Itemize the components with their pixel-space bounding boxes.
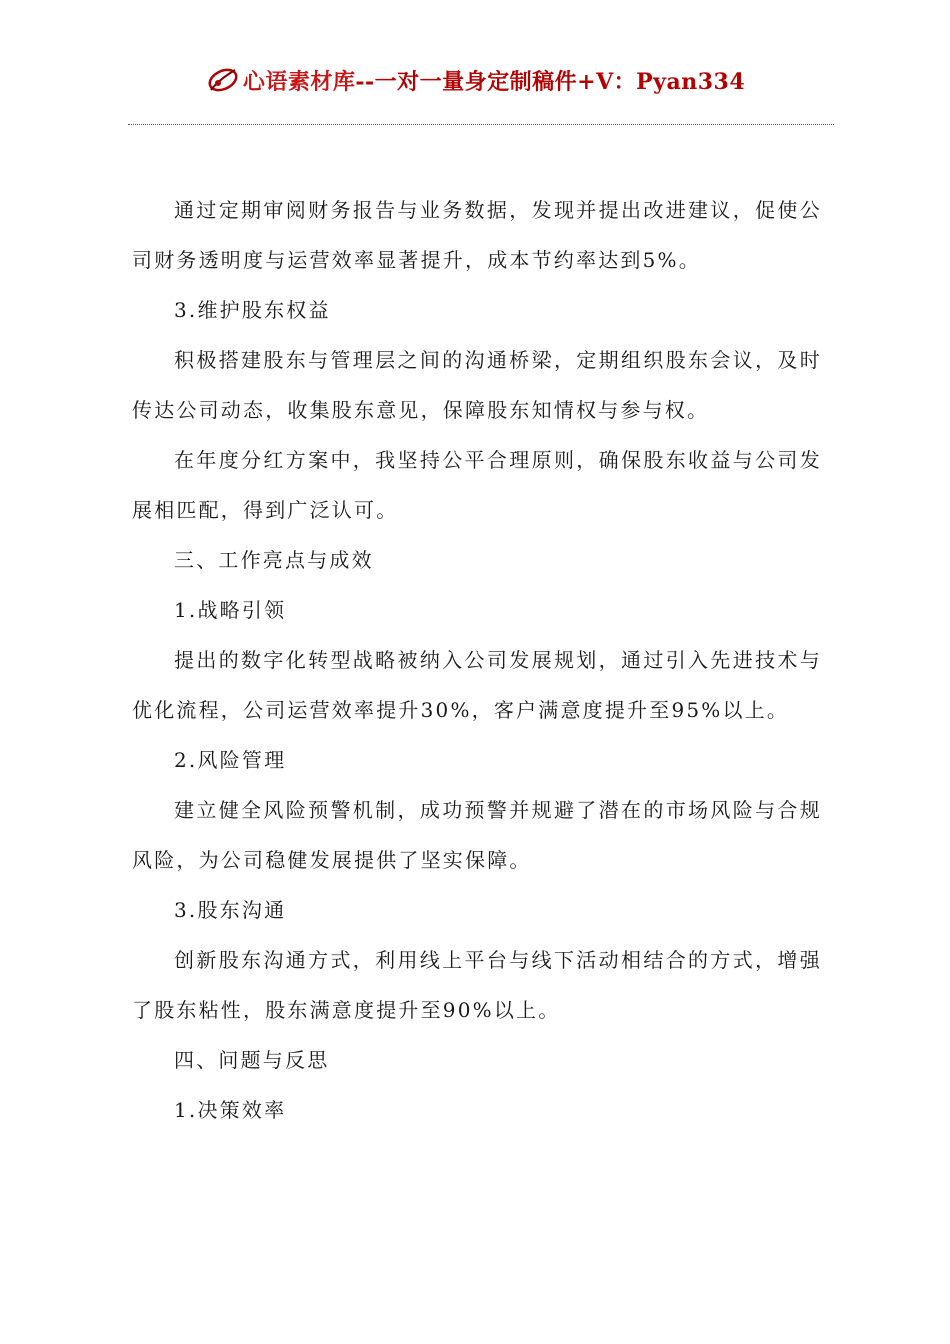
subheading: 1.决策效率 <box>174 1098 287 1122</box>
section-heading: 四、问题与反思 <box>174 1048 330 1072</box>
paragraph: 积极搭建股东与管理层之间的沟通桥梁，定期组织股东会议，及时传达公司动态，收集股东意见，保障股东知情权与参与权。 <box>132 348 822 422</box>
paragraph: 通过定期审阅财务报告与业务数据，发现并提出改进建议，促使公司财务透明度与运营效率显著提升，成本节约率达到5%。 <box>132 198 822 272</box>
paragraph: 创新股东沟通方式，利用线上平台与线下活动相结合的方式，增强了股东粘性，股东满意度提升至90%以上。 <box>132 948 822 1022</box>
subheading: 2.风险管理 <box>174 748 287 772</box>
subheading: 3.股东沟通 <box>174 898 287 922</box>
document-body <box>132 185 822 1135</box>
swirl-logo-icon <box>205 62 241 98</box>
header-brand: 心语素材库 <box>242 68 356 95</box>
header-divider <box>128 124 834 125</box>
paragraph: 在年度分红方案中，我坚持公平合理原则，确保股东收益与公司发展相匹配，得到广泛认可。 <box>132 448 822 522</box>
header-tagline: --一对一量身定制稿件+V：Pyan334 <box>355 68 746 95</box>
subheading: 1.战略引领 <box>174 598 287 622</box>
header-text <box>243 65 745 96</box>
page-header <box>0 60 950 100</box>
subheading: 3.维护股东权益 <box>174 298 331 322</box>
section-heading: 三、工作亮点与成效 <box>174 548 374 572</box>
paragraph: 提出的数字化转型战略被纳入公司发展规划，通过引入先进技术与优化流程，公司运营效率提升30%，客户满意度提升至95%以上。 <box>132 648 822 722</box>
paragraph: 建立健全风险预警机制，成功预警并规避了潜在的市场风险与合规风险，为公司稳健发展提供了坚实保障。 <box>132 798 822 872</box>
